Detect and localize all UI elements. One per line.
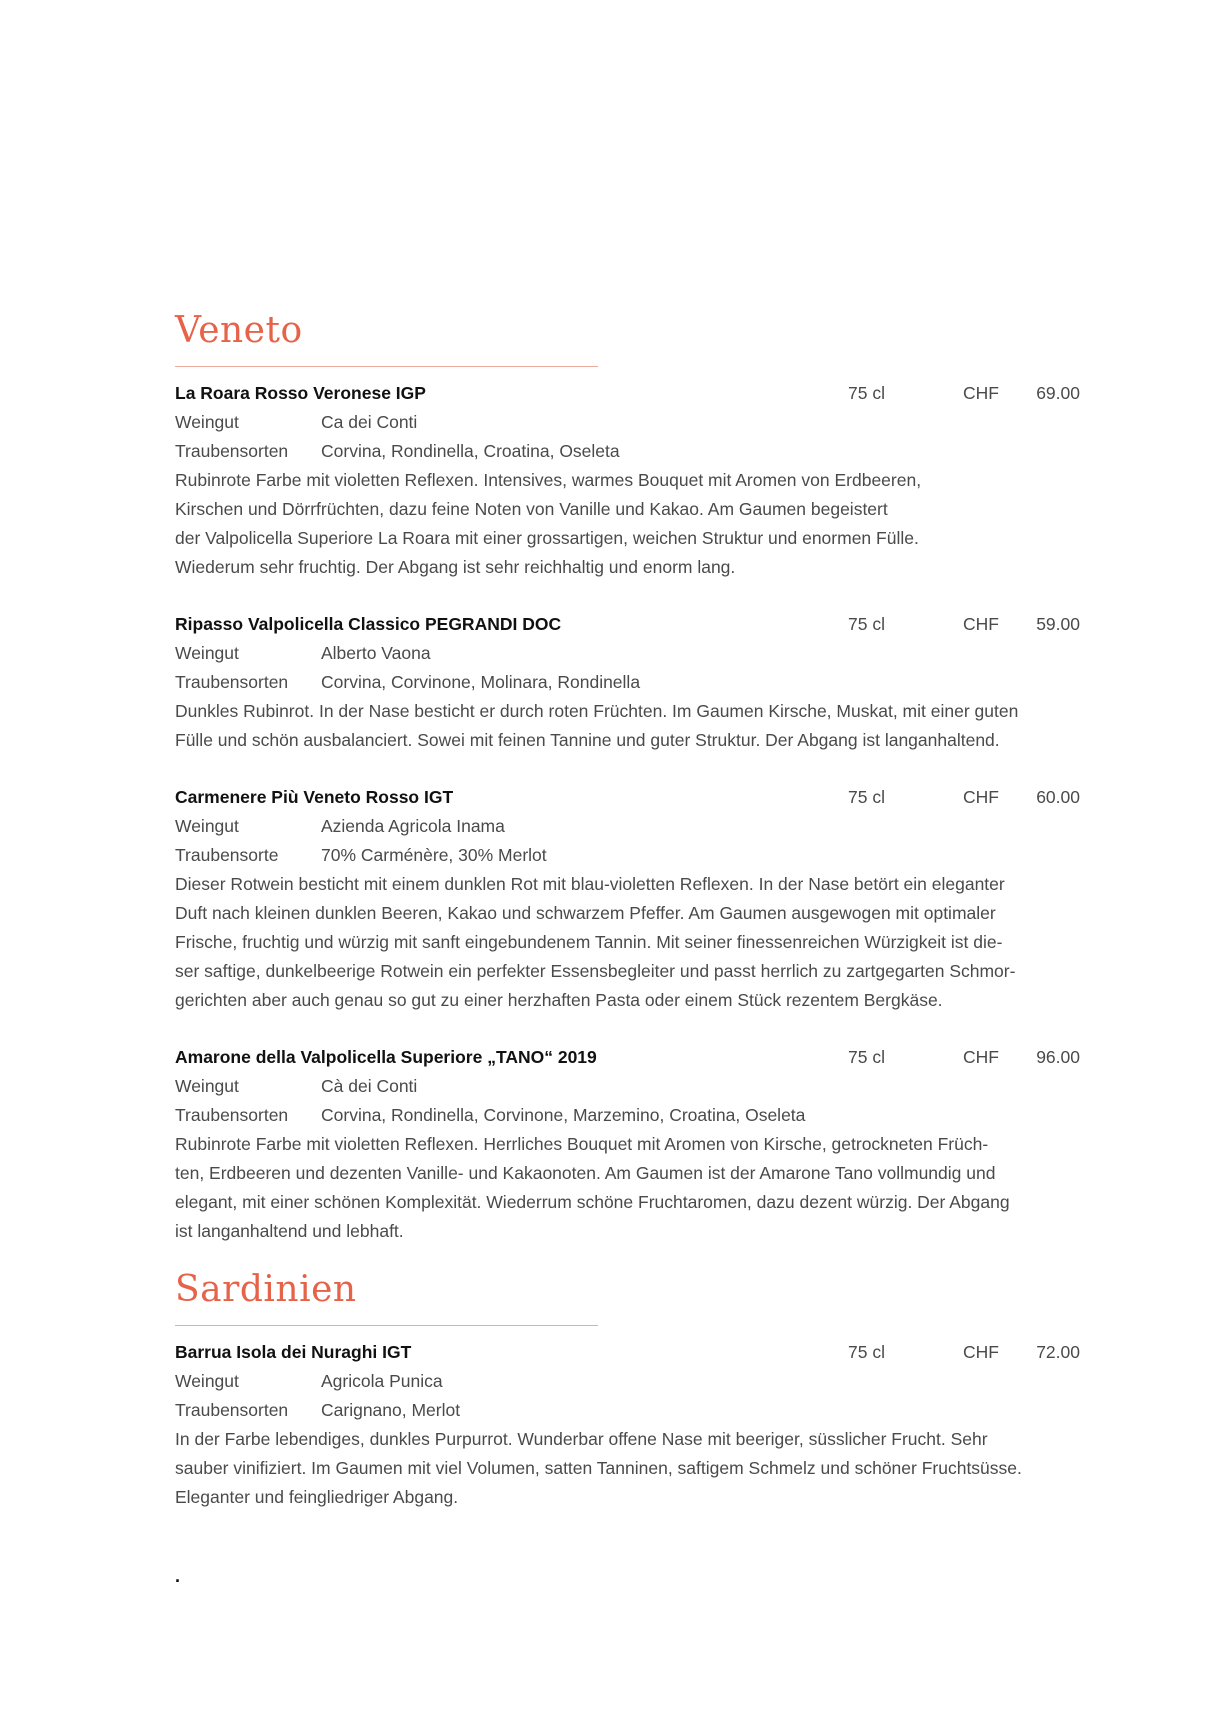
winery-value: Cà dei Conti <box>321 1076 418 1096</box>
wine-name: Carmenere Più Veneto Rosso IGT <box>175 787 454 807</box>
description-line: ser saftige, dunkelbeerige Rotwein ein perfekter Essensbegleiter und passt herrlich zu zartgegarten Schmor- <box>175 961 1016 981</box>
wine-entry <box>175 610 1080 755</box>
grapes-value: Carignano, Merlot <box>321 1400 461 1420</box>
wine-description <box>175 1130 1080 1246</box>
description-line: Wiederum sehr fruchtig. Der Abgang ist sehr reichhaltig und enorm lang. <box>175 557 736 577</box>
wine-volume: 75 cl <box>848 383 885 403</box>
description-line: gerichten aber auch genau so gut zu einer herzhaften Pasta oder einem Stück rezentem Bergkäse. <box>175 990 943 1010</box>
section-title: Sardinien <box>175 1269 357 1310</box>
section-divider <box>175 1325 598 1326</box>
wine-price: 69.00 <box>1036 383 1080 403</box>
grapes-label: Traubensorte <box>175 845 279 865</box>
grapes-row <box>175 1101 1080 1130</box>
grapes-row <box>175 437 1080 466</box>
wine-price: 72.00 <box>1036 1342 1080 1362</box>
description-line: Rubinrote Farbe mit violetten Reflexen. Intensives, warmes Bouquet mit Aromen von Erdbeeren, <box>175 470 922 490</box>
section-sardinien <box>175 1268 1080 1326</box>
winery-value: Agricola Punica <box>321 1371 443 1391</box>
wine-price: 59.00 <box>1036 614 1080 634</box>
wine-entry <box>175 1043 1080 1246</box>
winery-value: Azienda Agricola Inama <box>321 816 505 836</box>
winery-label: Weingut <box>175 643 239 663</box>
winery-row <box>175 1367 1080 1396</box>
footer-mark: . <box>175 1566 181 1586</box>
wine-price: 60.00 <box>1036 787 1080 807</box>
wine-entry <box>175 379 1080 582</box>
grapes-value: 70% Carménère, 30% Merlot <box>321 845 547 865</box>
description-line: der Valpolicella Superiore La Roara mit einer grossartigen, weichen Struktur und enormen Fülle. <box>175 528 919 548</box>
grapes-value: Corvina, Corvinone, Molinara, Rondinella <box>321 672 641 692</box>
description-line: Rubinrote Farbe mit violetten Reflexen. Herrliches Bouquet mit Aromen von Kirsche, getrockneten Früch- <box>175 1134 989 1154</box>
winery-value: Alberto Vaona <box>321 643 431 663</box>
wine-header <box>175 1338 1080 1367</box>
description-line: ist langanhaltend und lebhaft. <box>175 1221 404 1241</box>
description-line: Duft nach kleinen dunklen Beeren, Kakao und schwarzem Pfeffer. Am Gaumen ausgewogen mit optimaler <box>175 903 996 923</box>
wine-volume: 75 cl <box>848 787 885 807</box>
description-line: elegant, mit einer schönen Komplexität. Wiederrum schöne Fruchtaromen, dazu dezent würzig. Der Abgang <box>175 1192 1010 1212</box>
wine-volume: 75 cl <box>848 1047 885 1067</box>
wine-header <box>175 379 1080 408</box>
description-line: Kirschen und Dörrfrüchten, dazu feine Noten von Vanille und Kakao. Am Gaumen begeistert <box>175 499 888 519</box>
wine-name: La Roara Rosso Veronese IGP <box>175 383 426 403</box>
description-line: Fülle und schön ausbalanciert. Sowei mit feinen Tannine und guter Struktur. Der Abgang ist langanhaltend. <box>175 730 1000 750</box>
description-line: sauber vinifiziert. Im Gaumen mit viel Volumen, satten Tanninen, saftigem Schmelz und schöner Fruchtsüsse. <box>175 1458 1022 1478</box>
wine-entry <box>175 783 1080 1015</box>
description-line: ten, Erdbeeren und dezenten Vanille- und Kakaonoten. Am Gaumen ist der Amarone Tano vollmundig und <box>175 1163 996 1183</box>
winery-label: Weingut <box>175 816 239 836</box>
section-veneto <box>175 309 1080 367</box>
grapes-label: Traubensorten <box>175 672 289 692</box>
section-title: Veneto <box>175 310 303 351</box>
description-line: Frische, fruchtig und würzig mit sanft eingebundenem Tannin. Mit seiner finessenreichen Würzigkeit ist die- <box>175 932 1003 952</box>
winery-row <box>175 639 1080 668</box>
description-line: Dunkles Rubinrot. In der Nase besticht er durch roten Früchten. Im Gaumen Kirsche, Muskat, mit einer guten <box>175 701 1019 721</box>
winery-label: Weingut <box>175 1371 239 1391</box>
wine-currency: CHF <box>963 1342 999 1362</box>
winery-label: Weingut <box>175 412 239 432</box>
wine-volume: 75 cl <box>848 614 885 634</box>
grapes-row <box>175 668 1080 697</box>
grapes-row <box>175 1396 1080 1425</box>
grapes-value: Corvina, Rondinella, Corvinone, Marzemino, Croatina, Oseleta <box>321 1105 806 1125</box>
wine-description <box>175 870 1080 1015</box>
winery-row <box>175 812 1080 841</box>
wine-currency: CHF <box>963 1047 999 1067</box>
wine-name: Ripasso Valpolicella Classico PEGRANDI DOC <box>175 614 562 634</box>
wine-description <box>175 697 1080 755</box>
wine-header <box>175 783 1080 812</box>
wine-header <box>175 610 1080 639</box>
description-line: In der Farbe lebendiges, dunkles Purpurrot. Wunderbar offene Nase mit beeriger, süsslicher Frucht. Sehr <box>175 1429 988 1449</box>
grapes-row <box>175 841 1080 870</box>
wine-currency: CHF <box>963 383 999 403</box>
wine-header <box>175 1043 1080 1072</box>
wine-currency: CHF <box>963 787 999 807</box>
wine-price: 96.00 <box>1036 1047 1080 1067</box>
wine-name: Barrua Isola dei Nuraghi IGT <box>175 1342 412 1362</box>
wine-entry <box>175 1338 1080 1512</box>
wine-list-page <box>175 0 1080 1728</box>
wine-description <box>175 466 1080 582</box>
description-line: Eleganter und feingliedriger Abgang. <box>175 1487 459 1507</box>
winery-label: Weingut <box>175 1076 239 1096</box>
winery-value: Ca dei Conti <box>321 412 418 432</box>
wine-volume: 75 cl <box>848 1342 885 1362</box>
description-line: Dieser Rotwein besticht mit einem dunklen Rot mit blau-violetten Reflexen. In der Nase betört ein eleganter <box>175 874 1005 894</box>
wine-name: Amarone della Valpolicella Superiore „TANO“ 2019 <box>175 1047 597 1067</box>
grapes-label: Traubensorten <box>175 1400 289 1420</box>
grapes-label: Traubensorten <box>175 1105 289 1125</box>
section-divider <box>175 366 598 367</box>
grapes-value: Corvina, Rondinella, Croatina, Oseleta <box>321 441 620 461</box>
wine-description <box>175 1425 1080 1512</box>
wine-currency: CHF <box>963 614 999 634</box>
grapes-label: Traubensorten <box>175 441 289 461</box>
winery-row <box>175 1072 1080 1101</box>
winery-row <box>175 408 1080 437</box>
